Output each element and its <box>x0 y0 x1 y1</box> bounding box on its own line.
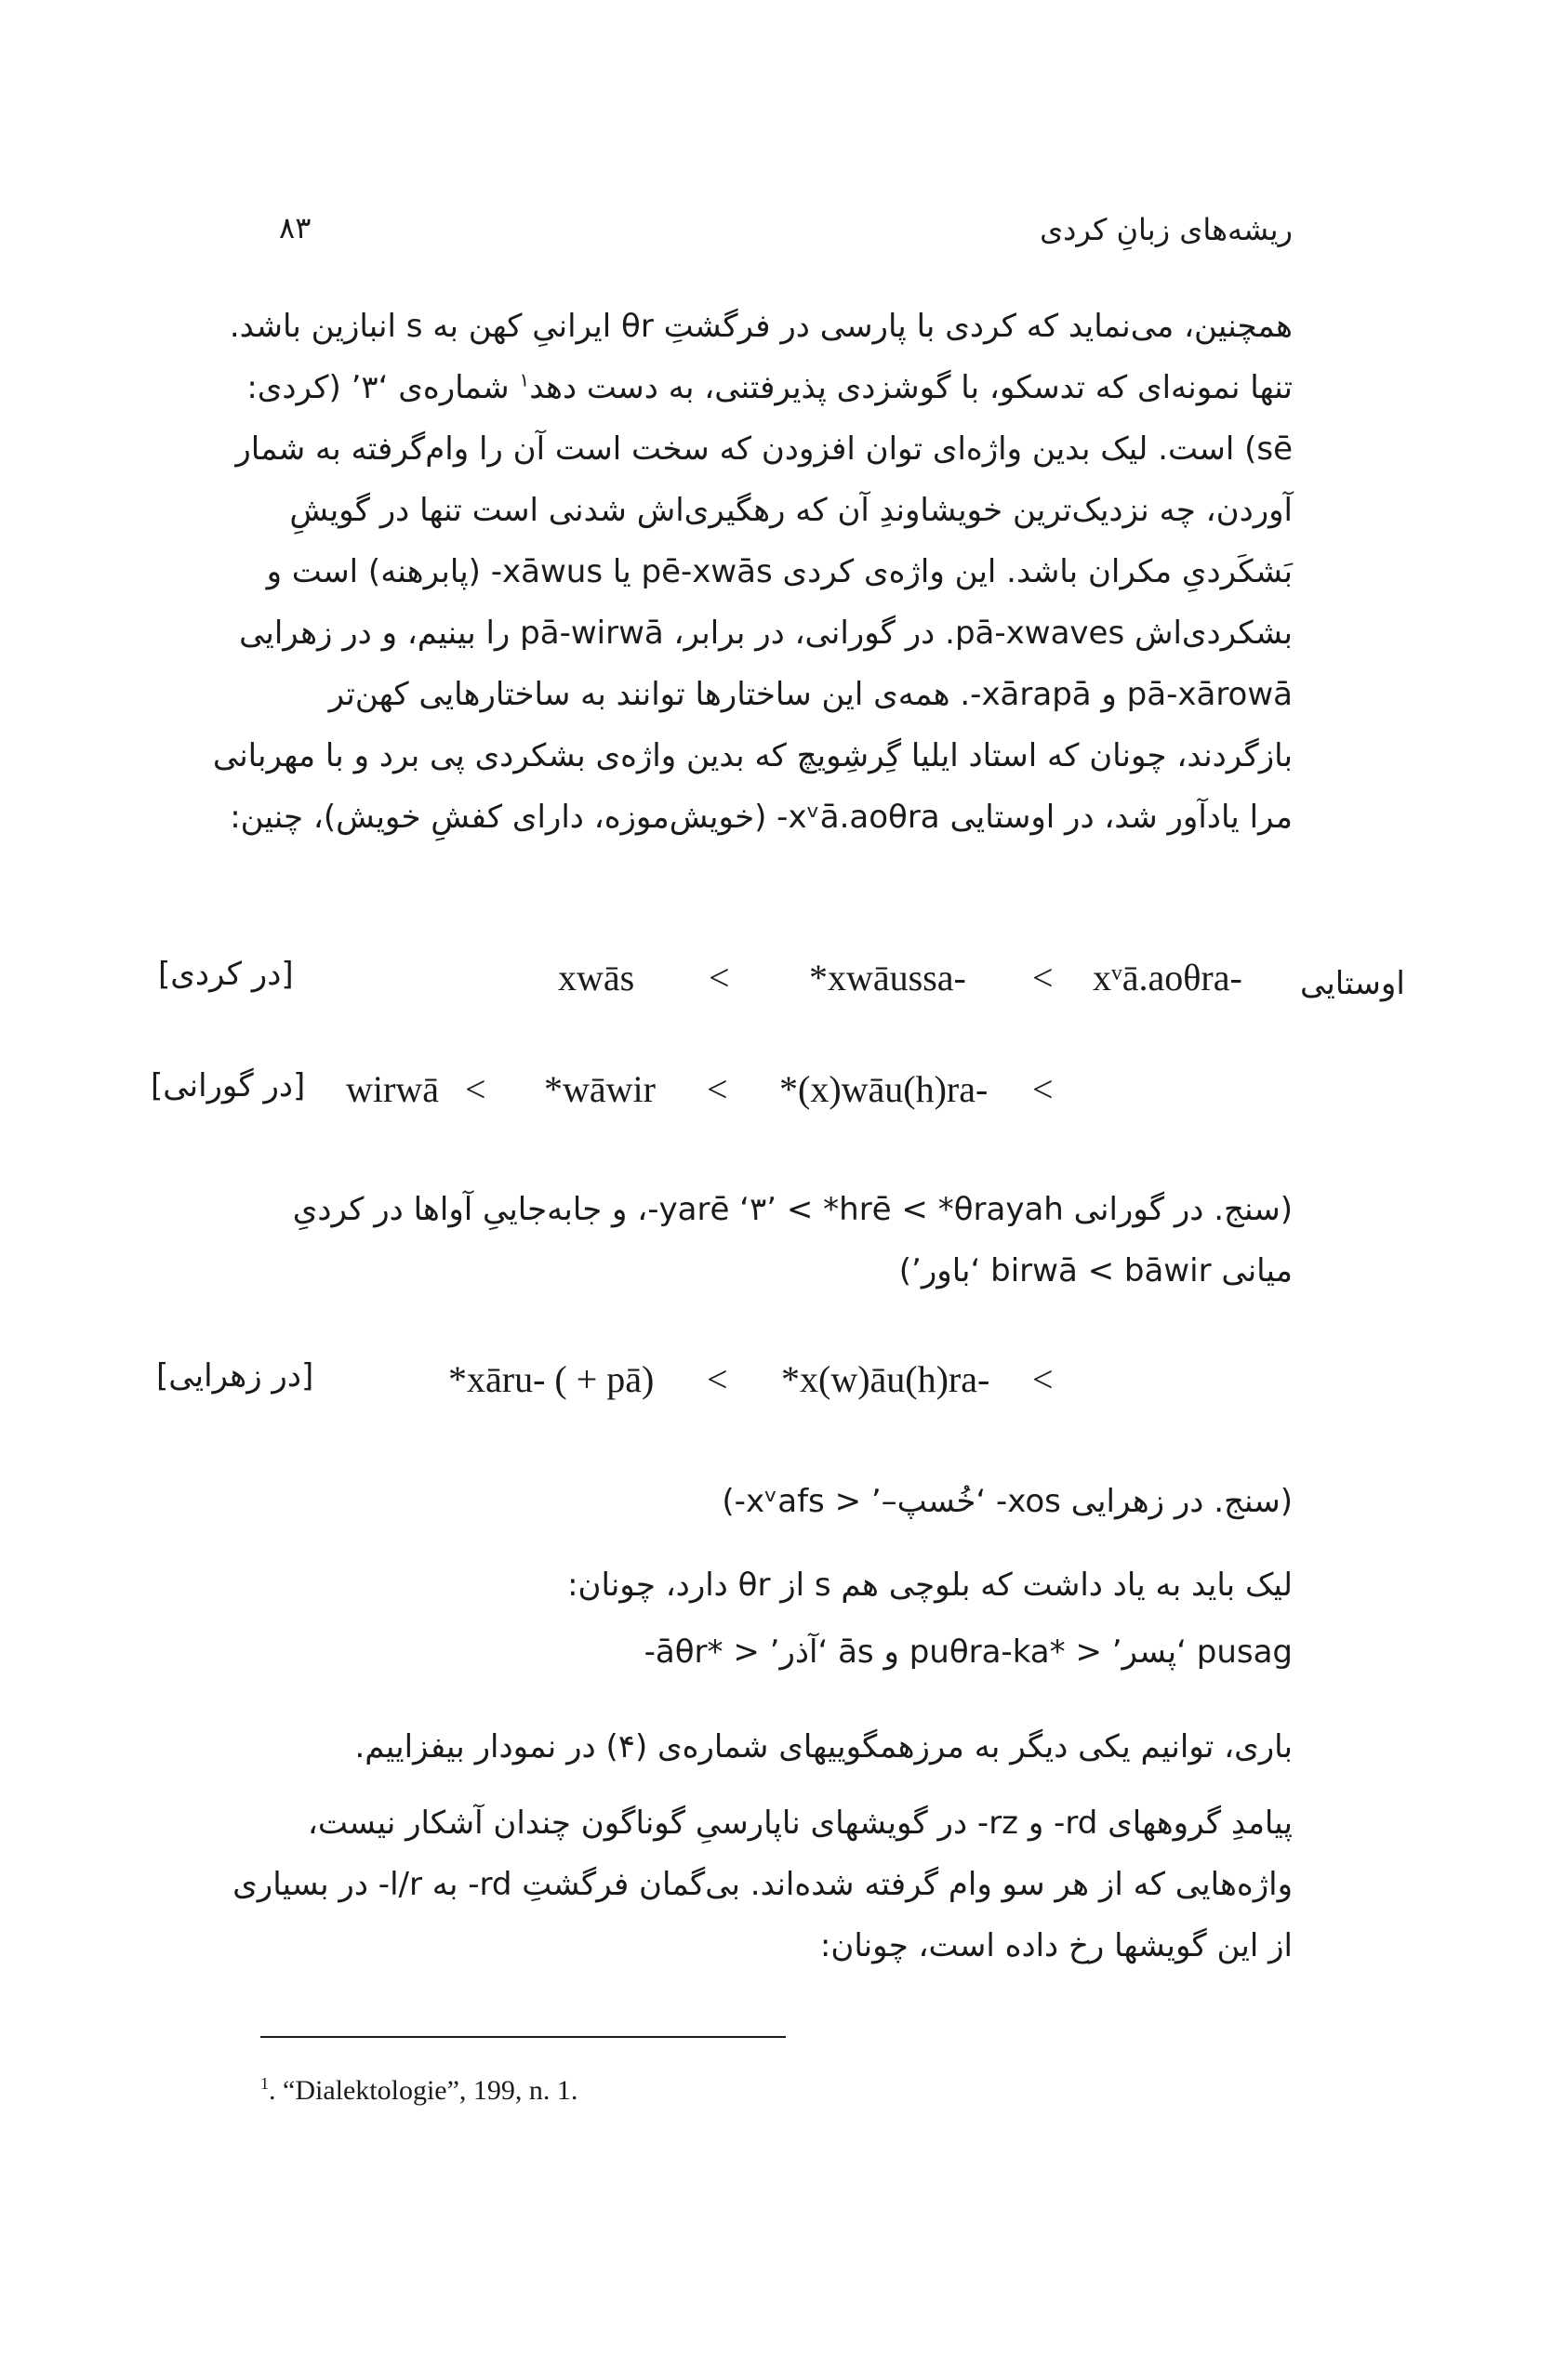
paragraph-line: پیامدِ گروههای rd- و rz- در گویشهای ناپارسیِ گوناگون چندان آشکار نیست، <box>307 1805 1293 1842</box>
paragraph-line: بازگردند، چونان که استاد ایلیا گِرشِویچ که بدین واژه‌ی بشکردی پی برد و با مهربانی <box>212 737 1293 774</box>
derivation-gurani <box>0 1067 1553 1123</box>
paragraph-line: pā-xārowā و xārapā-. همه‌ی این ساختارها توانند به ساختارهایی کهن‌تر <box>328 676 1293 713</box>
footnote-marker: ۱ <box>519 368 530 391</box>
footnote-text: . “Dialektologie”, 199, n. 1. <box>269 2075 578 2106</box>
paragraph-line: از این گویشها رخ داده است، چونان: <box>819 1927 1293 1964</box>
derivation-arrow: < <box>707 1358 728 1400</box>
footnote <box>260 2075 577 2107</box>
derivation-label-left: [در کردی] <box>158 956 294 993</box>
compare-note-zahrai <box>260 1471 1293 1532</box>
derivation-form: *x(w)āu(h)ra- <box>781 1358 990 1400</box>
paragraph-line <box>246 357 1293 418</box>
baluchi-note <box>260 1554 1293 1683</box>
compare-note-gurani <box>260 1179 1293 1302</box>
derivation-label-left: [در زهرایی] <box>156 1357 314 1395</box>
derivation-form: xᵛā.aoθra- <box>1093 957 1242 998</box>
derivation-arrow: < <box>1032 957 1054 998</box>
paragraph-line: آوردن، چه نزدیک‌ترین خویشاوندِ آن که رهگیری‌اش شدنی است تنها در گویشِ <box>289 492 1293 529</box>
paragraph-line: مرا یادآور شد، در اوستایی xᵛā.aoθra- (خویش‌موزه، دارای کفشِ خویش)، چنین: <box>230 799 1293 836</box>
page-number: ۸۳ <box>279 210 312 245</box>
baluchi-line: لیک باید به یاد داشت که بلوچی هم s از θr دارد، چونان: <box>567 1567 1293 1604</box>
compare-line: میانی birwā < bāwir ‘باور’) <box>898 1252 1293 1289</box>
footnote-divider <box>260 2036 786 2038</box>
paragraph-line: بشکردی‌اش pā-xwaves. در گورانی، در برابر، pā-wirwā را بینیم، و در زهرایی <box>239 615 1293 652</box>
derivation-form: *xwāussa- <box>809 957 966 998</box>
derivation-arrow: < <box>709 957 730 998</box>
isogloss-note <box>260 1716 1293 1778</box>
derivation-form: *(x)wāu(h)ra- <box>779 1068 989 1110</box>
paragraph-line: واژه‌هایی که از هر سو وام گرفته شده‌اند. بی‌گمان فرگشتِ rd- به l/r- در بسیاری <box>232 1866 1293 1903</box>
derivation-zahrai <box>0 1357 1553 1413</box>
derivation-form: *xāru- ( + pā) <box>448 1358 655 1400</box>
paragraph-line: sē) است. لیک بدین واژه‌ای توان افزودن که سخت است آن را وام‌گرفته به شمار <box>235 430 1293 468</box>
isogloss-line: باری، توانیم یکی دیگر به مرزهمگوییهای شماره‌ی (۴) در نمودار بیفزاییم. <box>354 1728 1293 1765</box>
derivation-form: xwās <box>558 957 635 998</box>
derivation-form: wirwā <box>346 1068 439 1110</box>
paragraph-line: بَشکَردیِ مکران باشد. این واژه‌ی کردی pē-xwās یا xāwus- (پابرهنه) است و <box>266 553 1293 590</box>
derivation-arrow: < <box>465 1068 486 1110</box>
paragraph-1 <box>212 296 1293 848</box>
paragraph-2 <box>232 1792 1293 1977</box>
paragraph-line-part: شماره‌ی ‘۳’ (کردی: <box>246 369 510 406</box>
derivation-form: *wāwir <box>544 1068 656 1110</box>
footnote-number: 1 <box>260 2074 269 2093</box>
compare-line: (سنج. در گورانی yarē ‘۳’ < *hrē < *θrayah-، و جابه‌جاییِ آواها در کردیِ <box>292 1191 1293 1228</box>
running-header-title: ریشه‌های زبانِ کردی <box>1040 212 1293 247</box>
derivation-kurdish <box>0 956 1553 1012</box>
paragraph-line-part: تنها نمونه‌ای که تدسکو، با گوشزدی پذیرفتنی، به دست دهد <box>529 369 1293 406</box>
compare-line: (سنج. در زهرایی xos- ‘خُسپ–’ < xᵛafs-) <box>722 1483 1293 1520</box>
paragraph-line: همچنین، می‌نماید که کردی با پارسی در فرگشتِ θr ایرانیِ کهن به s انبازین باشد. <box>229 308 1293 345</box>
baluchi-examples: pusag ‘پسر’ < *puθra-ka و ās ‘آذر’ < *āθr- <box>644 1633 1293 1671</box>
derivation-arrow: < <box>707 1068 728 1110</box>
derivation-arrow: < <box>1032 1358 1054 1400</box>
derivation-label-left: [در گورانی] <box>151 1067 306 1104</box>
derivation-label-right: اوستایی <box>1300 965 1405 1002</box>
derivation-arrow: < <box>1032 1068 1054 1110</box>
